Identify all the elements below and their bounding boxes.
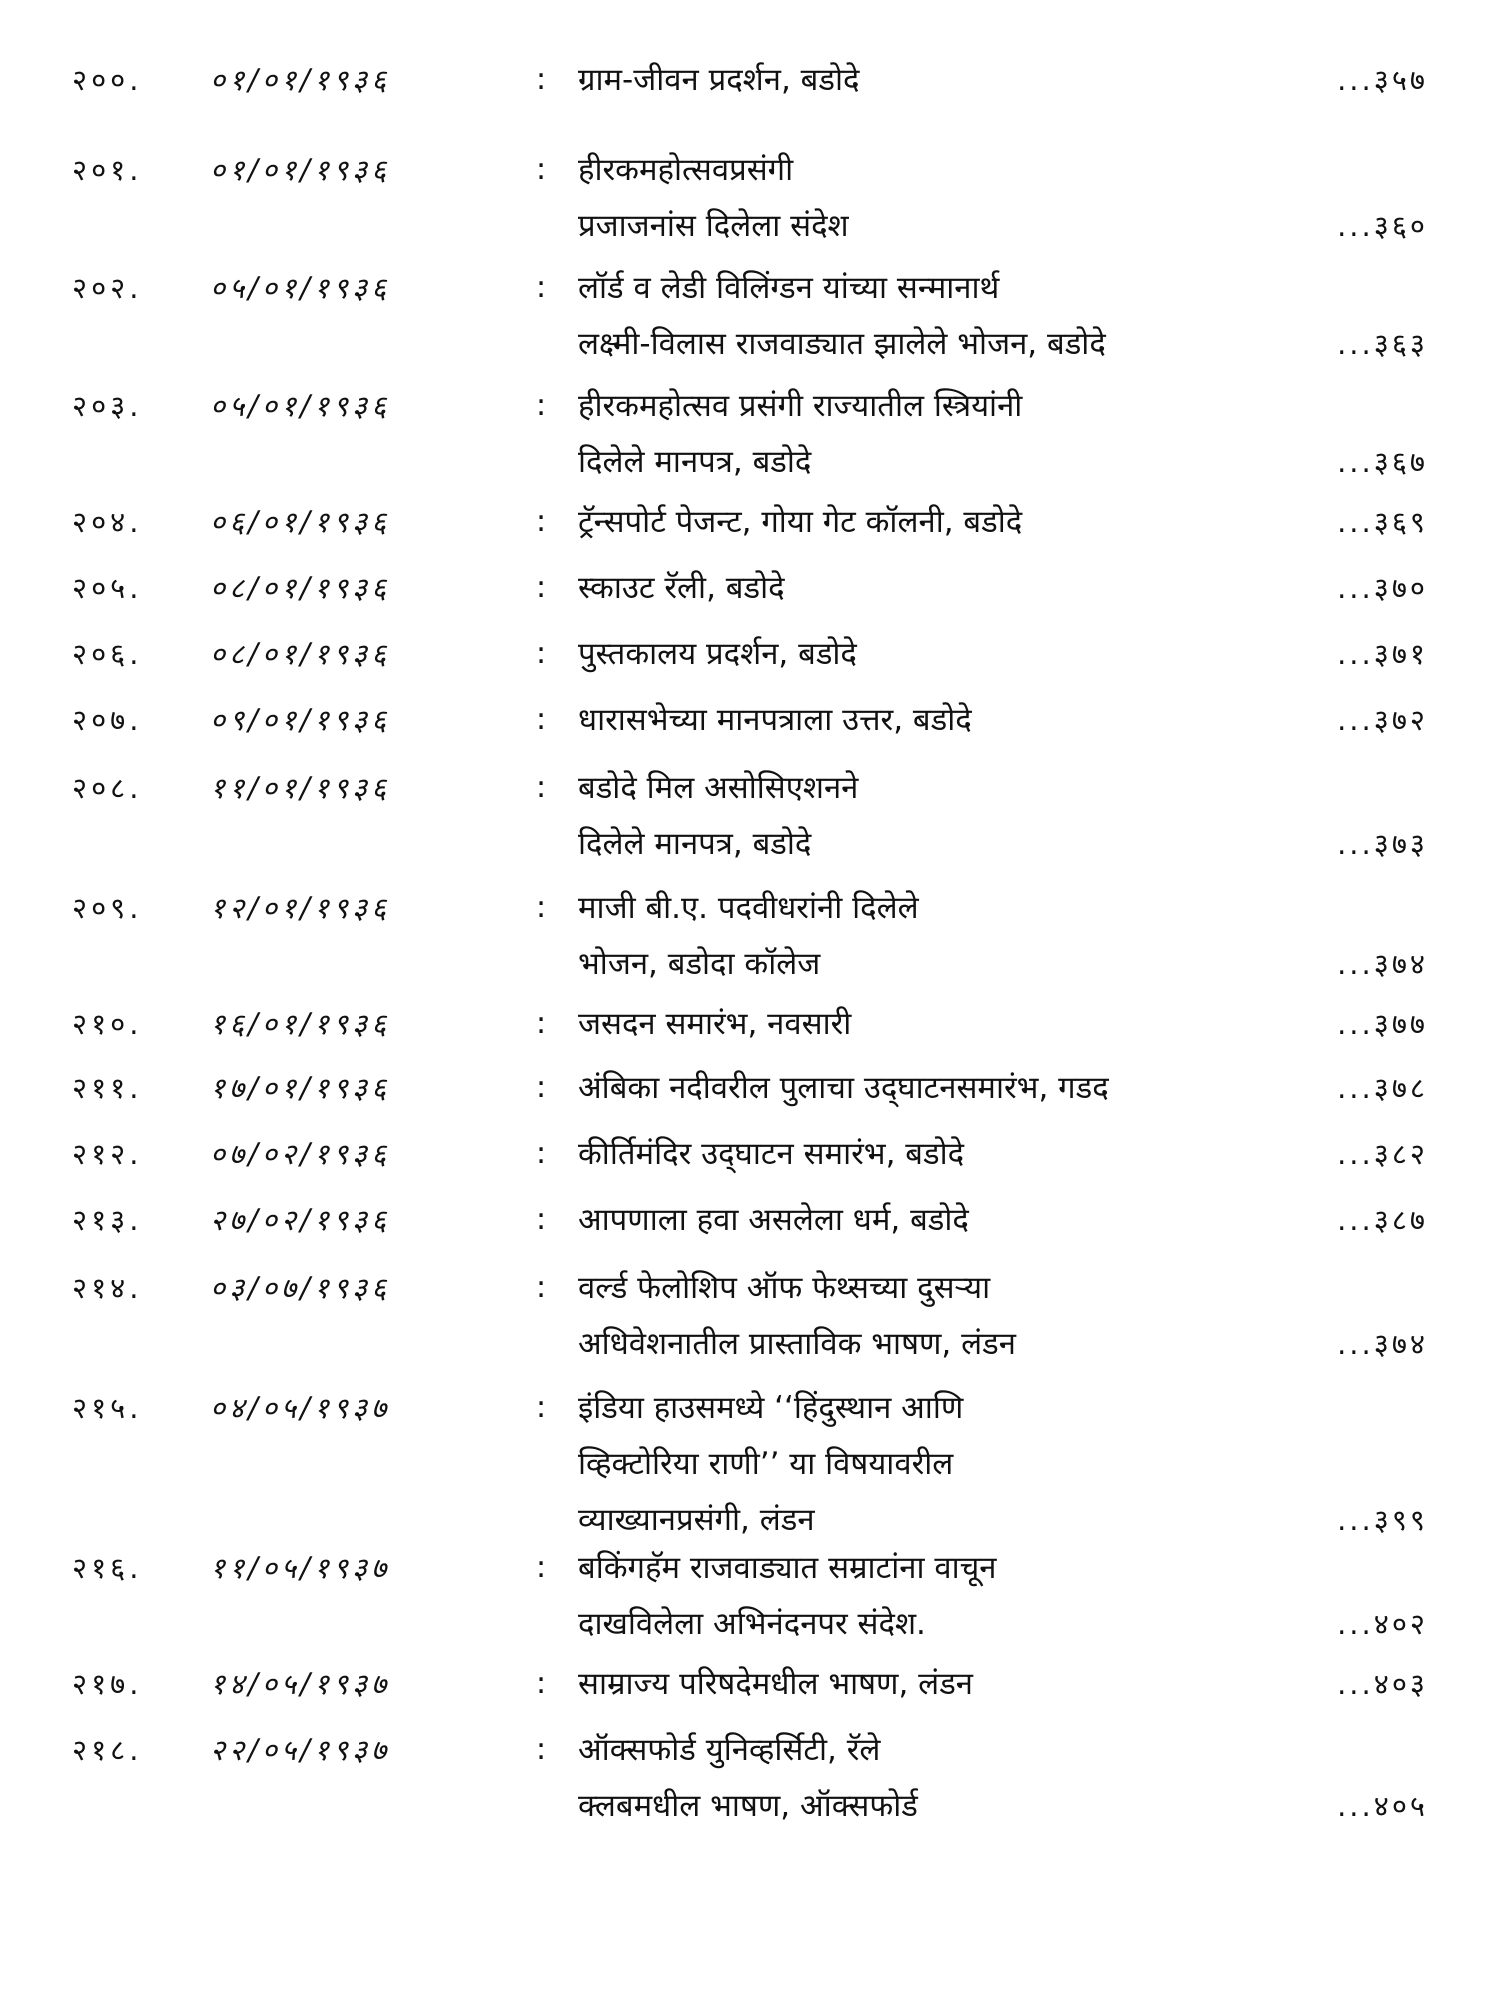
toc-entry-line [0,1192,1500,1248]
toc-entry-line [0,1436,1500,1492]
entry-date: १४/०५/१९३७ [210,1667,391,1701]
entry-title: कीर्तिमंदिर उद्‌घाटन समारंभ, बडोदे [578,1136,965,1172]
toc-entry-line [0,1260,1500,1316]
entry-date: ०१/०१/१९३६ [210,153,391,187]
entry-number: २०२. [72,271,143,305]
toc-entry-line [0,880,1500,936]
entry-date: ०८/०१/१९३६ [210,571,391,605]
entry-number: २१५. [72,1391,143,1425]
entry-separator: : [536,1202,547,1237]
entry-separator: : [536,702,547,737]
entry-separator: : [536,1390,547,1425]
toc-entry-line [0,1656,1500,1712]
entry-date: ०५/०१/१९३६ [210,271,391,305]
entry-title: स्काउट रॅली, बडोदे [578,570,785,606]
entry-page-number: ...४०३ [1337,1667,1428,1701]
entry-number: २११. [72,1071,143,1105]
toc-entry-line [0,198,1500,254]
entry-title: बडोदे मिल असोसिएशनने [578,770,859,806]
entry-separator: : [536,1666,547,1701]
entry-page-number: ...३६३ [1337,327,1428,361]
toc-entry-line [0,1596,1500,1652]
entry-number: २१४. [72,1271,143,1305]
entry-page-number: ...३७७ [1337,1007,1428,1041]
toc-entry-line [0,260,1500,316]
entry-number: २०९. [72,891,143,925]
entry-title: दिलेले मानपत्र, बडोदे [578,444,812,480]
toc-entry-line [0,936,1500,992]
entry-page-number: ...३५७ [1337,63,1428,97]
entry-separator: : [536,270,547,305]
entry-page-number: ...३७२ [1337,703,1428,737]
toc-entry-line [0,692,1500,748]
entry-separator: : [536,1550,547,1585]
entry-page-number: ...४०२ [1337,1607,1428,1641]
entry-date: ०९/०१/१९३६ [210,703,391,737]
entry-title: ट्रॅन्सपोर्ट पेजन्ट, गोया गेट कॉलनी, बडोदे [578,504,1023,540]
entry-number: २००. [72,63,143,97]
entry-title: अधिवेशनातील प्रास्ताविक भाषण, लंडन [578,1326,1016,1362]
entry-title: वर्ल्ड फेलोशिप ऑफ फेथ्सच्या दुसऱ्या [578,1270,991,1306]
entry-separator: : [536,62,547,97]
entry-page-number: ...३७० [1337,571,1428,605]
entry-date: ११/०१/१९३६ [210,771,391,805]
entry-number: २०८. [72,771,143,805]
toc-entry-line [0,816,1500,872]
entry-title: हीरकमहोत्सव प्रसंगी राज्यातील स्त्रियांनी [578,388,1023,424]
entry-title: दिलेले मानपत्र, बडोदे [578,826,812,862]
entry-title: प्रजाजनांस दिलेला संदेश [578,208,849,244]
entry-title: साम्राज्य परिषदेमधील भाषण, लंडन [578,1666,973,1702]
entry-title: धारासभेच्या मानपत्राला उत्तर, बडोदे [578,702,972,738]
entry-page-number: ...३६० [1337,209,1428,243]
entry-page-number: ...४०५ [1337,1789,1428,1823]
entry-page-number: ...३७४ [1337,1327,1428,1361]
entry-date: ०१/०१/१९३६ [210,63,391,97]
toc-entry-line [0,1380,1500,1436]
toc-entry-line [0,378,1500,434]
entry-number: २०५. [72,571,143,605]
toc-entry-line [0,1126,1500,1182]
entry-date: ०४/०५/१९३७ [210,1391,391,1425]
entry-number: २०१. [72,153,143,187]
entry-separator: : [536,152,547,187]
entry-number: २१६. [72,1551,143,1585]
entry-separator: : [536,770,547,805]
entry-date: ०३/०७/१९३६ [210,1271,391,1305]
entry-separator: : [536,504,547,539]
entry-page-number: ...३८२ [1337,1137,1428,1171]
entry-date: २७/०२/१९३६ [210,1203,391,1237]
entry-number: २१०. [72,1007,143,1041]
entry-separator: : [536,388,547,423]
entry-page-number: ...३७४ [1337,947,1428,981]
entry-date: १२/०१/१९३६ [210,891,391,925]
entry-title: ऑक्सफोर्ड युनिव्हर्सिटी, रॅले [578,1732,881,1768]
entry-number: २१२. [72,1137,143,1171]
toc-entry-line [0,760,1500,816]
entry-number: २०७. [72,703,143,737]
entry-page-number: ...३७८ [1337,1071,1428,1105]
entry-separator: : [536,1270,547,1305]
entry-date: ०६/०१/१९३६ [210,505,391,539]
entry-title: व्याख्यानप्रसंगी, लंडन [578,1502,815,1538]
toc-entry-line [0,52,1500,108]
entry-number: २१३. [72,1203,143,1237]
entry-title: आपणाला हवा असलेला धर्म, बडोदे [578,1202,969,1238]
entry-date: ०८/०१/१९३६ [210,637,391,671]
entry-page-number: ...३६७ [1337,445,1428,479]
entry-page-number: ...३९९ [1337,1503,1428,1537]
toc-entry-line [0,1316,1500,1372]
entry-title: माजी बी.ए. पदवीधरांनी दिलेले [578,890,919,926]
entry-title: दाखविलेला अभिनंदनपर संदेश. [578,1606,926,1642]
entry-separator: : [536,570,547,605]
entry-separator: : [536,890,547,925]
entry-separator: : [536,1136,547,1171]
toc-entry-line [0,1540,1500,1596]
toc-entry-line [0,1722,1500,1778]
entry-title: जसदन समारंभ, नवसारी [578,1006,852,1042]
entry-number: २०३. [72,389,143,423]
entry-title: पुस्तकालय प्रदर्शन, बडोदे [578,636,857,672]
entry-title: हीरकमहोत्सवप्रसंगी [578,152,794,188]
entry-date: ११/०५/१९३७ [210,1551,391,1585]
toc-entry-line [0,1060,1500,1116]
entry-title: भोजन, बडोदा कॉलेज [578,946,821,982]
toc-entry-line [0,996,1500,1052]
entry-separator: : [536,1070,547,1105]
entry-page-number: ...३६९ [1337,505,1428,539]
entry-separator: : [536,636,547,671]
toc-entry-line [0,626,1500,682]
entry-title: क्लबमधील भाषण, ऑक्सफोर्ड [578,1788,918,1824]
entry-title: लॉर्ड व लेडी विलिंग्डन यांच्या सन्मानार्थ [578,270,1000,306]
entry-date: ०७/०२/१९३६ [210,1137,391,1171]
toc-entry-line [0,434,1500,490]
toc-entry-line [0,142,1500,198]
entry-number: २१७. [72,1667,143,1701]
entry-page-number: ...३७१ [1337,637,1428,671]
entry-date: ०५/०१/१९३६ [210,389,391,423]
entry-title: बकिंगहॅम राजवाड्यात सम्राटांना वाचून [578,1550,997,1586]
entry-page-number: ...३७३ [1337,827,1428,861]
entry-title: लक्ष्मी-विलास राजवाड्यात झालेले भोजन, बडोदे [578,326,1106,362]
entry-date: १७/०१/१९३६ [210,1071,391,1105]
entry-title: ग्राम-जीवन प्रदर्शन, बडोदे [578,62,860,98]
entry-title: व्हिक्टोरिया राणी’’ या विषयावरील [578,1446,954,1482]
entry-separator: : [536,1732,547,1767]
entry-number: २१८. [72,1733,143,1767]
toc-entry-line [0,1778,1500,1834]
entry-number: २०४. [72,505,143,539]
entry-date: १६/०१/१९३६ [210,1007,391,1041]
entry-number: २०६. [72,637,143,671]
toc-entry-line [0,316,1500,372]
entry-page-number: ...३८७ [1337,1203,1428,1237]
toc-entry-line [0,560,1500,616]
entry-date: २२/०५/१९३७ [210,1733,391,1767]
entry-title: इंडिया हाउसमध्ये ‘‘हिंदुस्थान आणि [578,1390,964,1426]
toc-entry-line [0,494,1500,550]
entry-separator: : [536,1006,547,1041]
entry-title: अंबिका नदीवरील पुलाचा उद्‌घाटनसमारंभ, गडद [578,1070,1109,1106]
